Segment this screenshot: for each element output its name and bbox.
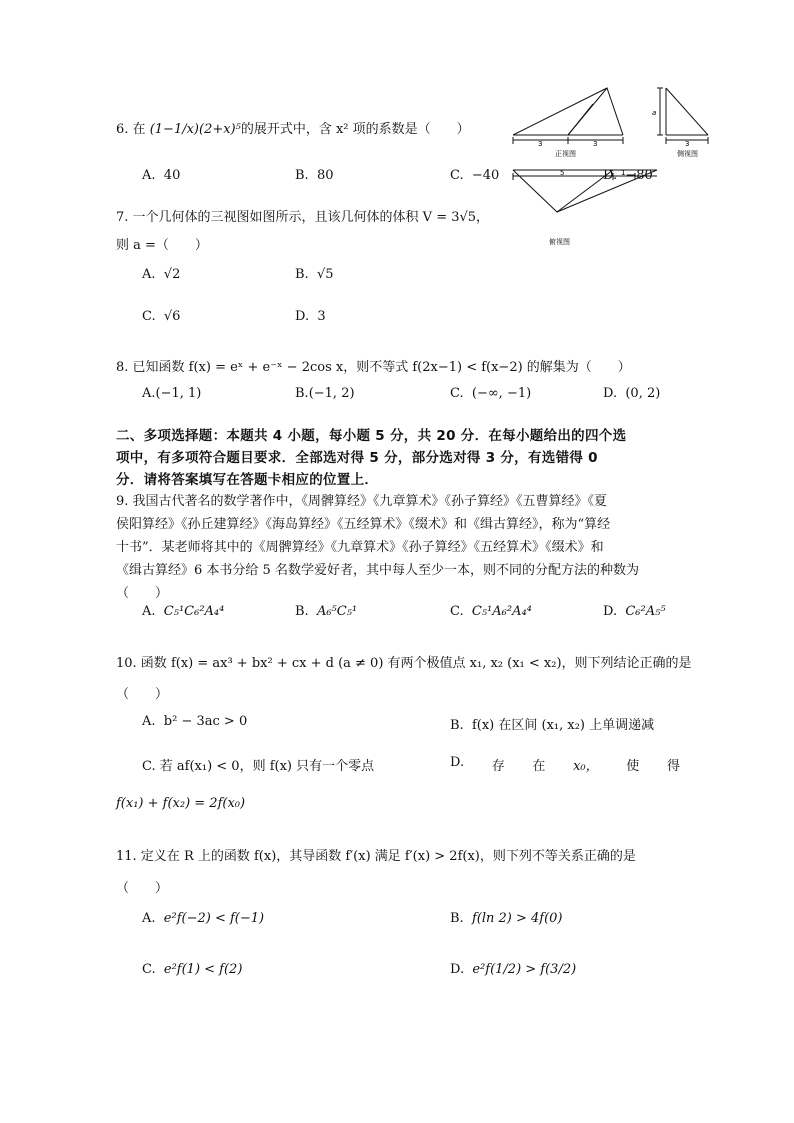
front-dim-left: 3 — [538, 140, 543, 148]
q9-option-b-value: A₆⁵C₅¹ — [316, 604, 358, 619]
q11-option-d-label: D. — [450, 962, 465, 977]
q11-option-b-label: B. — [450, 911, 464, 926]
q8-option-d-value: (0, 2) — [625, 386, 661, 401]
section2-line1: 二、多项选择题：本题共 4 小题，每小题 5 分，共 20 分．在每小题给出的四个选 — [116, 428, 627, 444]
q9-option-c-label: C. — [450, 604, 464, 619]
q6-option-b-label: B. — [295, 168, 309, 183]
q8-option-a[interactable] — [142, 386, 201, 401]
q8-option-a-value: (−1, 1) — [155, 386, 202, 401]
front-dim-right: 3 — [593, 140, 598, 148]
q11-option-c-value: e²f(1) < f(2) — [163, 962, 243, 977]
q9-option-d[interactable] — [603, 604, 666, 619]
side-dim-a: a — [652, 109, 657, 117]
q9-option-a[interactable] — [142, 604, 224, 619]
q11-stem-line1: 11. 定义在 R 上的函数 f(x)，其导函数 f′(x) 满足 f′(x) > 2f(x)，则下列不等关系正确的是 — [116, 849, 636, 864]
q10-option-d-label: D. — [450, 755, 465, 770]
q8-option-c-label: C. — [450, 386, 464, 401]
q10-option-d-word3: x₀， — [573, 759, 599, 774]
q7-stem-line2: 则 a =（ ） — [116, 238, 208, 253]
q9-stem-line2: 侯阳算经》《孙丘建算经》《海岛算经》《五经算术》《缀术》和《缉古算经》，称为“算经 — [116, 517, 611, 532]
q11-option-c[interactable] — [142, 962, 242, 977]
q10-stem-line2: （ ） — [116, 687, 169, 702]
q6-option-c-value: −40 — [471, 168, 500, 183]
front-view-label: 正视图 — [555, 150, 576, 158]
q8-option-b-label: B. — [295, 386, 309, 401]
q10-option-d[interactable] — [450, 755, 680, 774]
q10-option-b[interactable] — [450, 714, 654, 733]
q6-option-a-label: A. — [142, 168, 156, 183]
q6-option-c[interactable] — [450, 168, 499, 183]
q6-number: 6. — [116, 122, 129, 137]
q6-expression: (1−1/x)(2+x)⁵ — [149, 122, 241, 137]
q11-option-c-label: C. — [142, 962, 156, 977]
q6-option-d-label: D. — [603, 168, 618, 183]
section2-line3: 分．请将答案填写在答题卡相应的位置上． — [116, 472, 379, 488]
q10-option-d-word4: 使 — [626, 759, 640, 774]
section2-line2: 项中，有多项符合题目要求．全部选对得 5 分，部分选对得 3 分，有选错得 0 — [116, 450, 598, 466]
q10-option-d-continued: f(x₁) + f(x₂) = 2f(x₀) — [116, 796, 246, 811]
top-dim-5: 5 — [560, 169, 565, 177]
q6-option-a-value: 40 — [163, 168, 181, 183]
q9-option-a-value: C₅¹C₆²A₄⁴ — [163, 604, 225, 619]
q9-option-d-value: C₆²A₅⁵ — [625, 604, 666, 619]
q6-option-c-label: C. — [450, 168, 464, 183]
q11-option-d[interactable] — [450, 962, 576, 977]
q10-option-c[interactable] — [142, 755, 374, 774]
q6-text-before: 在 — [132, 122, 146, 137]
q8-option-c[interactable] — [450, 386, 531, 401]
q9-stem-line5: （ ） — [116, 586, 169, 601]
three-view-figure — [505, 82, 715, 252]
q9-option-d-label: D. — [603, 604, 618, 619]
side-view-label: 侧视图 — [677, 150, 698, 158]
q7-stem-line1: 7. 一个几何体的三视图如图所示，且该几何体的体积 V = 3√5， — [116, 210, 490, 225]
q6-option-b[interactable] — [295, 168, 334, 183]
q11-option-b-value: f(ln 2) > 4f(0) — [471, 911, 563, 926]
q9-stem-line1: 9. 我国古代著名的数学著作中，《周髀算经》《九章算术》《孙子算经》《五曹算经》《夏 — [116, 494, 608, 509]
q8-option-d-label: D. — [603, 386, 618, 401]
q10-option-d-word2: 在 — [532, 759, 546, 774]
q6-option-d-value: −80 — [625, 168, 653, 183]
q11-option-d-value: e²f(1/2) > f(3/2) — [472, 962, 577, 977]
q10-stem-line1: 10. 函数 f(x) = ax³ + bx² + cx + d (a ≠ 0) 有两个极值点 x₁, x₂ (x₁ < x₂)，则下列结论正确的是 — [116, 656, 692, 671]
q9-option-c[interactable] — [450, 604, 532, 619]
side-dim-bottom: 3 — [685, 140, 690, 148]
q7-option-b-label: B. — [295, 267, 309, 282]
q11-option-a-label: A. — [142, 911, 156, 926]
q10-option-a-label: A. — [142, 714, 156, 729]
q10-option-a-value: b² − 3ac > 0 — [163, 714, 248, 729]
q8-option-b-value: (−1, 2) — [308, 386, 355, 401]
q9-stem-line4: 《缉古算经》6 本书分给 5 名数学爱好者，其中每人至少一本，则不同的分配方法的种数为 — [116, 563, 639, 578]
q10-option-b-value: f(x) 在区间 (x₁, x₂) 上单调递减 — [471, 718, 655, 733]
q7-option-d-label: D. — [295, 309, 310, 324]
q6-text-after: 的展开式中，含 x² 项的系数是（ ） — [240, 122, 470, 137]
q8-option-d[interactable] — [603, 386, 660, 401]
q8-option-a-label: A. — [142, 386, 156, 401]
q8-option-c-value: (−∞, −1) — [471, 386, 532, 401]
q9-option-b-label: B. — [295, 604, 309, 619]
q7-option-a-label: A. — [142, 267, 156, 282]
q10-option-b-label: B. — [450, 718, 464, 733]
q7-option-c-label: C. — [142, 309, 156, 324]
q7-option-a-value: √2 — [163, 267, 181, 282]
q7-option-d-value: 3 — [317, 309, 326, 324]
q9-stem-line3: 十书”．某老师将其中的《周髀算经》《九章算术》《孙子算经》《五经算术》《缀术》和 — [116, 540, 604, 555]
q9-option-c-value: C₅¹A₆²A₄⁴ — [471, 604, 532, 619]
q7-option-b[interactable] — [295, 267, 334, 282]
q10-option-d-word1: 存 — [491, 759, 505, 774]
q7-option-a[interactable] — [142, 267, 180, 282]
q7-option-d[interactable] — [295, 309, 326, 324]
q9-option-b[interactable] — [295, 604, 357, 619]
q8-option-b[interactable] — [295, 386, 355, 401]
top-dim-1: 1 — [621, 169, 626, 177]
q10-option-c-label: C. — [142, 759, 156, 774]
q7-option-c[interactable] — [142, 309, 180, 324]
q6-stem — [116, 118, 470, 137]
q11-option-b[interactable] — [450, 911, 563, 926]
q11-stem-line2: （ ） — [116, 881, 169, 896]
q6-option-b-value: 80 — [316, 168, 334, 183]
q11-option-a-value: e²f(−2) < f(−1) — [163, 911, 265, 926]
q10-option-a[interactable] — [142, 714, 247, 729]
q6-option-d[interactable] — [603, 168, 653, 183]
q7-option-c-value: √6 — [163, 309, 181, 324]
q8-stem: 8. 已知函数 f(x) = eˣ + e⁻ˣ − 2cos x，则不等式 f(2x−1) < f(x−2) 的解集为（ ） — [116, 360, 631, 375]
q11-option-a[interactable] — [142, 911, 264, 926]
q9-option-a-label: A. — [142, 604, 156, 619]
q10-option-c-value: 若 af(x₁) < 0，则 f(x) 只有一个零点 — [159, 759, 375, 774]
q7-option-b-value: √5 — [316, 267, 334, 282]
q6-option-a[interactable] — [142, 168, 180, 183]
top-view-label: 俯视图 — [549, 238, 570, 246]
q10-option-d-word5: 得 — [666, 759, 680, 774]
